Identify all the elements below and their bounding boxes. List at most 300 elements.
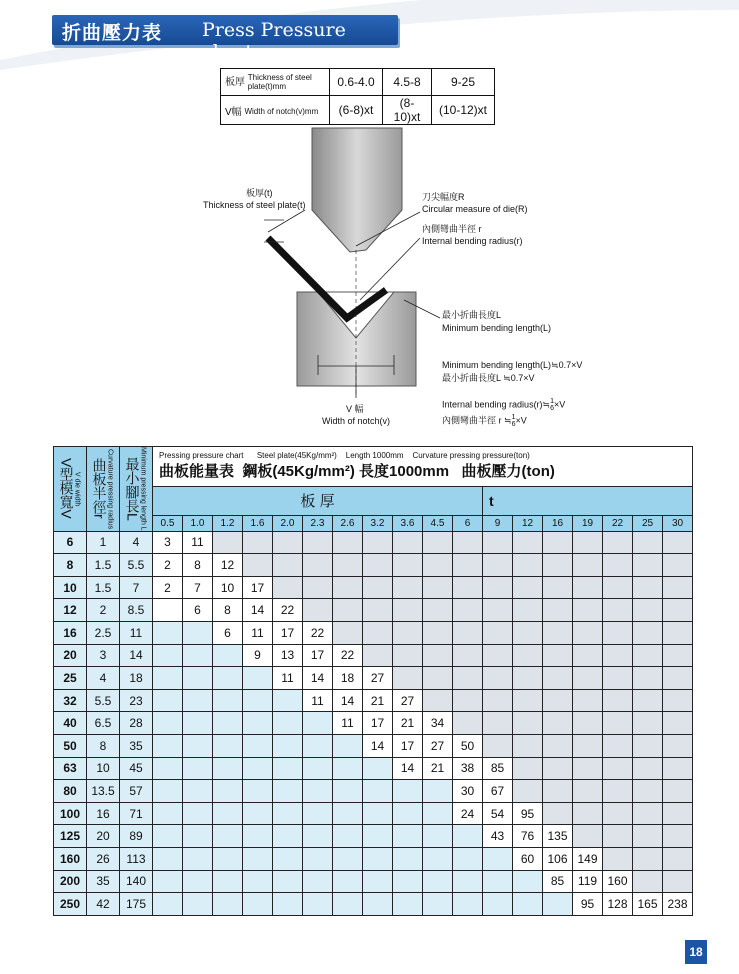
label-minlen-en: Minimum bending length(L) xyxy=(442,323,552,333)
row-l-value: 11 xyxy=(120,622,153,645)
row-r-value: 35 xyxy=(87,870,120,893)
pressure-cell: 11 xyxy=(273,667,303,690)
empty-cell xyxy=(333,893,363,916)
empty-cell xyxy=(273,802,303,825)
empty-cell xyxy=(603,531,633,554)
row-v-value: 6 xyxy=(54,531,87,554)
empty-cell xyxy=(393,554,423,577)
empty-cell xyxy=(243,667,273,690)
empty-cell xyxy=(513,712,543,735)
empty-cell xyxy=(483,689,513,712)
empty-cell xyxy=(213,802,243,825)
empty-cell xyxy=(663,599,693,622)
empty-cell xyxy=(453,599,483,622)
table-row xyxy=(54,825,693,848)
row-l-value: 7 xyxy=(120,576,153,599)
pressure-cell: 95 xyxy=(573,893,603,916)
empty-cell xyxy=(243,893,273,916)
empty-cell xyxy=(303,735,333,758)
empty-cell xyxy=(633,667,663,690)
formula-minlen-zh: 最小折曲長度L ≒0.7×V xyxy=(442,373,535,383)
row-v-value: 10 xyxy=(54,576,87,599)
empty-cell xyxy=(153,735,183,758)
empty-cell xyxy=(603,847,633,870)
row-v-value: 80 xyxy=(54,780,87,803)
spec-thickness-label: 板厚 Thickness of steel plate(t)mm xyxy=(221,69,330,96)
empty-cell xyxy=(273,780,303,803)
empty-cell xyxy=(423,870,453,893)
pressure-cell: 50 xyxy=(453,735,483,758)
empty-cell xyxy=(183,780,213,803)
empty-cell xyxy=(543,757,573,780)
table-row xyxy=(54,870,693,893)
empty-cell xyxy=(273,825,303,848)
empty-cell xyxy=(243,735,273,758)
empty-cell xyxy=(303,825,333,848)
empty-cell xyxy=(423,780,453,803)
empty-cell xyxy=(333,554,363,577)
empty-cell xyxy=(423,825,453,848)
table-row xyxy=(54,689,693,712)
empty-cell xyxy=(513,644,543,667)
table-row xyxy=(54,893,693,916)
row-l-value: 18 xyxy=(120,667,153,690)
empty-cell xyxy=(483,870,513,893)
row-r-value: 13.5 xyxy=(87,780,120,803)
row-v-value: 16 xyxy=(54,622,87,645)
empty-cell xyxy=(423,644,453,667)
empty-cell xyxy=(513,667,543,690)
table-row xyxy=(54,780,693,803)
spec-thickness-2: 4.5-8 xyxy=(383,69,432,96)
empty-cell xyxy=(483,622,513,645)
empty-cell xyxy=(183,847,213,870)
empty-cell xyxy=(633,712,663,735)
row-l-value: 175 xyxy=(120,893,153,916)
thickness-col-header: 1.0 xyxy=(183,515,213,531)
row-v-value: 250 xyxy=(54,893,87,916)
empty-cell xyxy=(483,712,513,735)
pressure-cell: 14 xyxy=(393,757,423,780)
empty-cell xyxy=(303,576,333,599)
empty-cell xyxy=(453,622,483,645)
pressure-cell: 22 xyxy=(303,622,333,645)
empty-cell xyxy=(183,644,213,667)
empty-cell xyxy=(183,870,213,893)
empty-cell xyxy=(543,689,573,712)
row-l-value: 8.5 xyxy=(120,599,153,622)
table-row xyxy=(54,576,693,599)
pressure-cell: 165 xyxy=(633,893,663,916)
row-v-value: 25 xyxy=(54,667,87,690)
empty-cell xyxy=(633,599,663,622)
row-l-value: 140 xyxy=(120,870,153,893)
empty-cell xyxy=(153,689,183,712)
empty-cell xyxy=(213,712,243,735)
empty-cell xyxy=(453,847,483,870)
empty-cell xyxy=(153,847,183,870)
empty-cell xyxy=(393,893,423,916)
empty-cell xyxy=(663,825,693,848)
empty-cell xyxy=(363,554,393,577)
thickness-col-header: 25 xyxy=(633,515,663,531)
empty-cell xyxy=(363,870,393,893)
empty-cell xyxy=(333,531,363,554)
empty-cell xyxy=(663,622,693,645)
label-thickness-en: Thickness of steel plate(t) xyxy=(203,200,306,210)
empty-cell xyxy=(633,554,663,577)
empty-cell xyxy=(483,531,513,554)
empty-cell xyxy=(303,712,333,735)
empty-cell xyxy=(513,599,543,622)
empty-cell xyxy=(453,825,483,848)
empty-cell xyxy=(393,825,423,848)
empty-cell xyxy=(303,554,333,577)
row-l-value: 4 xyxy=(120,531,153,554)
empty-cell xyxy=(393,531,423,554)
empty-cell xyxy=(573,622,603,645)
empty-cell xyxy=(513,893,543,916)
row-l-value: 57 xyxy=(120,780,153,803)
thickness-col-header: 0.5 xyxy=(153,515,183,531)
pressure-cell: 11 xyxy=(243,622,273,645)
pressure-cell: 85 xyxy=(483,757,513,780)
spec-notch-label: V幅 Width of notch(v)mm xyxy=(221,96,330,125)
empty-cell xyxy=(543,531,573,554)
row-r-value: 8 xyxy=(87,735,120,758)
empty-cell xyxy=(603,735,633,758)
pressure-cell: 21 xyxy=(423,757,453,780)
pressure-cell: 128 xyxy=(603,893,633,916)
empty-cell xyxy=(513,554,543,577)
empty-cell xyxy=(663,689,693,712)
label-die-en: Circular measure of die(R) xyxy=(422,204,528,214)
formula-radius-en: Internal bending radius(r)≒1 6×V xyxy=(442,398,566,412)
empty-cell xyxy=(663,644,693,667)
empty-cell xyxy=(153,893,183,916)
thickness-col-header: 3.6 xyxy=(393,515,423,531)
thickness-col-header: 19 xyxy=(573,515,603,531)
punch-shape xyxy=(312,128,402,252)
empty-cell xyxy=(633,870,663,893)
empty-cell xyxy=(243,712,273,735)
row-r-value: 26 xyxy=(87,847,120,870)
empty-cell xyxy=(543,893,573,916)
empty-cell xyxy=(333,757,363,780)
spec-notch-1: (6-8)xt xyxy=(330,96,383,125)
empty-cell xyxy=(213,689,243,712)
pressure-cell: 9 xyxy=(243,644,273,667)
row-r-value: 4 xyxy=(87,667,120,690)
empty-cell xyxy=(603,689,633,712)
row-l-value: 5.5 xyxy=(120,554,153,577)
pressure-cell: 160 xyxy=(603,870,633,893)
pressure-cell: 95 xyxy=(513,802,543,825)
empty-cell xyxy=(273,757,303,780)
spec-notch-3: (10-12)xt xyxy=(432,96,495,125)
thickness-col-header: 16 xyxy=(543,515,573,531)
empty-cell xyxy=(273,531,303,554)
empty-cell xyxy=(393,576,423,599)
empty-cell xyxy=(243,847,273,870)
empty-cell xyxy=(303,780,333,803)
empty-cell xyxy=(543,554,573,577)
empty-cell xyxy=(633,780,663,803)
empty-cell xyxy=(393,667,423,690)
pressure-cell: 60 xyxy=(513,847,543,870)
empty-cell xyxy=(603,712,633,735)
pressure-cell: 8 xyxy=(183,554,213,577)
empty-cell xyxy=(633,735,663,758)
empty-cell xyxy=(573,554,603,577)
empty-cell xyxy=(513,576,543,599)
empty-cell xyxy=(573,667,603,690)
row-v-value: 125 xyxy=(54,825,87,848)
empty-cell xyxy=(213,667,243,690)
row-v-value: 12 xyxy=(54,599,87,622)
row-l-value: 71 xyxy=(120,802,153,825)
pressure-cell: 2 xyxy=(153,576,183,599)
empty-cell xyxy=(363,802,393,825)
thickness-col-header: 12 xyxy=(513,515,543,531)
pressure-cell: 14 xyxy=(333,689,363,712)
pressure-cell: 18 xyxy=(333,667,363,690)
empty-cell xyxy=(453,576,483,599)
empty-cell xyxy=(153,870,183,893)
pressure-cell: 34 xyxy=(423,712,453,735)
row-r-value: 1 xyxy=(87,531,120,554)
empty-cell xyxy=(543,780,573,803)
empty-cell xyxy=(513,780,543,803)
pressure-cell: 11 xyxy=(183,531,213,554)
empty-cell xyxy=(513,735,543,758)
empty-cell xyxy=(303,757,333,780)
empty-cell xyxy=(423,689,453,712)
row-l-value: 45 xyxy=(120,757,153,780)
label-vwidth-en: Width of notch(v) xyxy=(322,416,391,426)
empty-cell xyxy=(543,802,573,825)
empty-cell xyxy=(153,644,183,667)
pressure-cell: 30 xyxy=(453,780,483,803)
row-l-value: 35 xyxy=(120,735,153,758)
empty-cell xyxy=(303,531,333,554)
table-row xyxy=(54,757,693,780)
pressure-cell: 10 xyxy=(213,576,243,599)
empty-cell xyxy=(303,599,333,622)
row-l-value: 23 xyxy=(120,689,153,712)
empty-cell xyxy=(603,554,633,577)
empty-cell xyxy=(453,689,483,712)
col-r-header: 曲板半徑r Curvature pressing radius xyxy=(87,447,120,532)
empty-cell xyxy=(243,825,273,848)
thickness-label-t: t xyxy=(483,486,693,515)
empty-cell xyxy=(183,802,213,825)
row-r-value: 42 xyxy=(87,893,120,916)
empty-cell xyxy=(633,689,663,712)
empty-cell xyxy=(303,802,333,825)
empty-cell xyxy=(423,531,453,554)
pressure-cell: 149 xyxy=(573,847,603,870)
empty-cell xyxy=(543,644,573,667)
empty-cell xyxy=(213,847,243,870)
empty-cell xyxy=(273,712,303,735)
empty-cell xyxy=(633,576,663,599)
empty-cell xyxy=(663,735,693,758)
pressure-cell: 11 xyxy=(333,712,363,735)
empty-cell xyxy=(183,757,213,780)
table-row xyxy=(54,802,693,825)
empty-cell xyxy=(423,667,453,690)
pressure-cell: 14 xyxy=(243,599,273,622)
thickness-col-header: 2.0 xyxy=(273,515,303,531)
empty-cell xyxy=(663,780,693,803)
empty-cell xyxy=(423,622,453,645)
empty-cell xyxy=(213,644,243,667)
empty-cell xyxy=(573,712,603,735)
pressure-cell: 14 xyxy=(363,735,393,758)
empty-cell xyxy=(453,554,483,577)
empty-cell xyxy=(303,893,333,916)
bending-diagram xyxy=(0,0,739,440)
pressure-cell: 6 xyxy=(183,599,213,622)
empty-cell xyxy=(573,531,603,554)
empty-cell xyxy=(333,802,363,825)
thickness-col-header: 4.5 xyxy=(423,515,453,531)
empty-cell xyxy=(603,667,633,690)
empty-cell xyxy=(393,847,423,870)
empty-cell xyxy=(273,576,303,599)
pressure-cell: 14 xyxy=(303,667,333,690)
empty-cell xyxy=(333,622,363,645)
pressure-cell: 27 xyxy=(393,689,423,712)
formula-radius-zh: 內側彎曲半徑 r ≒1 6×V xyxy=(442,414,527,428)
empty-cell xyxy=(213,870,243,893)
table-row xyxy=(54,712,693,735)
empty-cell xyxy=(153,825,183,848)
empty-cell xyxy=(483,599,513,622)
empty-cell xyxy=(213,780,243,803)
pressure-cell: 76 xyxy=(513,825,543,848)
pressure-cell: 22 xyxy=(273,599,303,622)
row-r-value: 2.5 xyxy=(87,622,120,645)
pressure-cell: 12 xyxy=(213,554,243,577)
empty-cell xyxy=(243,531,273,554)
empty-cell xyxy=(633,757,663,780)
empty-cell xyxy=(603,757,633,780)
table-row xyxy=(54,847,693,870)
row-r-value: 2 xyxy=(87,599,120,622)
empty-cell xyxy=(213,531,243,554)
pressure-cell: 85 xyxy=(543,870,573,893)
empty-cell xyxy=(453,893,483,916)
empty-cell xyxy=(573,757,603,780)
empty-cell xyxy=(333,735,363,758)
label-minlen-zh: 最小折曲長度L xyxy=(442,310,502,320)
pressure-cell: 38 xyxy=(453,757,483,780)
empty-cell xyxy=(183,825,213,848)
empty-cell xyxy=(483,735,513,758)
empty-cell xyxy=(393,802,423,825)
empty-cell xyxy=(333,825,363,848)
empty-cell xyxy=(483,847,513,870)
empty-cell xyxy=(573,802,603,825)
empty-cell xyxy=(633,622,663,645)
empty-cell xyxy=(603,825,633,848)
row-v-value: 100 xyxy=(54,802,87,825)
table-caption: Pressing pressure chart Steel plate(45Kg/mm²) Length 1000mm Curvature pressing pressure(ton) 曲板能量表 鋼板(45Kg/mm²) 長度1000mm 曲板壓力(ton) xyxy=(153,447,693,487)
empty-cell xyxy=(183,735,213,758)
empty-cell xyxy=(663,531,693,554)
pressure-cell: 67 xyxy=(483,780,513,803)
empty-cell xyxy=(303,870,333,893)
thickness-col-header: 2.6 xyxy=(333,515,363,531)
pressure-cell: 21 xyxy=(393,712,423,735)
empty-cell xyxy=(213,825,243,848)
empty-cell xyxy=(363,576,393,599)
pressure-cell: 21 xyxy=(363,689,393,712)
pressure-cell: 7 xyxy=(183,576,213,599)
empty-cell xyxy=(243,870,273,893)
empty-cell xyxy=(483,667,513,690)
empty-cell xyxy=(183,689,213,712)
pressure-cell: 17 xyxy=(393,735,423,758)
empty-cell xyxy=(243,802,273,825)
empty-cell xyxy=(243,780,273,803)
empty-cell xyxy=(183,893,213,916)
empty-cell xyxy=(423,847,453,870)
thickness-label-zh: 板 厚 xyxy=(153,486,483,515)
thickness-col-header: 30 xyxy=(663,515,693,531)
empty-cell xyxy=(603,576,633,599)
pressure-cell: 43 xyxy=(483,825,513,848)
empty-cell xyxy=(543,712,573,735)
pressure-cell: 17 xyxy=(363,712,393,735)
row-v-value: 200 xyxy=(54,870,87,893)
spec-thickness-3: 9-25 xyxy=(432,69,495,96)
pressure-cell: 106 xyxy=(543,847,573,870)
empty-cell xyxy=(363,847,393,870)
pressure-cell: 238 xyxy=(663,893,693,916)
empty-cell xyxy=(513,870,543,893)
empty-cell xyxy=(303,847,333,870)
empty-cell xyxy=(363,599,393,622)
table-row xyxy=(54,667,693,690)
empty-cell xyxy=(273,735,303,758)
empty-cell xyxy=(573,735,603,758)
empty-cell xyxy=(513,689,543,712)
thickness-col-header: 1.6 xyxy=(243,515,273,531)
empty-cell xyxy=(453,644,483,667)
pressure-cell: 2 xyxy=(153,554,183,577)
empty-cell xyxy=(213,893,243,916)
empty-cell xyxy=(603,644,633,667)
pressure-cell: 17 xyxy=(243,576,273,599)
label-thickness-zh: 板厚(t) xyxy=(246,188,273,198)
empty-cell xyxy=(363,780,393,803)
pressure-cell: 17 xyxy=(273,622,303,645)
table-row xyxy=(54,554,693,577)
pressure-cell: 13 xyxy=(273,644,303,667)
empty-cell xyxy=(603,780,633,803)
empty-cell xyxy=(363,622,393,645)
empty-cell xyxy=(543,599,573,622)
table-row xyxy=(54,735,693,758)
empty-cell xyxy=(393,780,423,803)
empty-cell xyxy=(663,554,693,577)
empty-cell xyxy=(153,667,183,690)
empty-cell xyxy=(573,825,603,848)
empty-cell xyxy=(633,847,663,870)
